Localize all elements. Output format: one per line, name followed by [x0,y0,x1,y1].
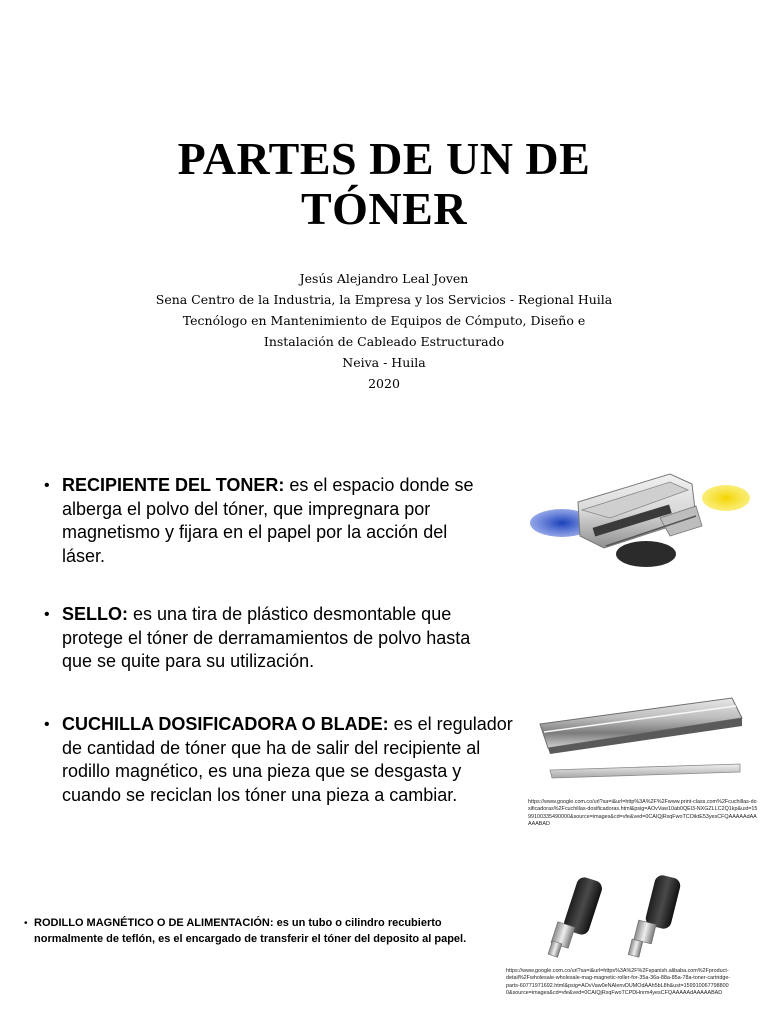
bullet-dot: • [44,477,50,494]
title-line-1: PARTES DE UN DE [177,133,591,184]
bullet-seal [44,603,502,674]
bullet-toner-container [44,474,482,568]
bullet-text: es un tubo o cilindro recubierto normalmente de teflón, es el encargado de transferir el tóner del deposito al papel. [34,917,467,945]
author-institution: Sena Centro de la Industria, la Empresa y los Servicios - Regional Huila [155,292,613,307]
author-name: Jesús Alejandro Leal Joven [299,271,469,286]
magnetic-roller-image [540,872,716,964]
bullet-dot: • [44,716,50,733]
yellow-toner-powder [702,485,750,511]
cartridge-body [578,474,702,548]
toner-cartridge-image [520,466,760,578]
black-toner-powder [616,541,676,567]
author-program-line-2: Instalación de Cableado Estructurado [263,334,505,349]
bullet-blade [44,713,522,807]
author-location: Neiva - Huila [342,355,426,370]
author-year: 2020 [368,376,400,391]
author-program-line-1: Tecnólogo en Mantenimiento de Equipos de Cómputo, Diseño e [182,313,586,328]
doctor-blade-image [536,688,758,788]
blade-main [540,698,742,754]
roller-left [548,875,604,957]
roller-image-source: https://www.google.com.co/url?sa=i&url=https%3A%2F%2Fspanish.alibaba.com%2Fproduct-detail%2Fwholesale-wholesale-mag-magnetic-roller-for-35a-36a-88a-85a-78a-toner-cartridge-parts-60771971692.html&psig=AOvVaw0eNAlenvDUMOdAAh5bL8h&ust=1599100677988000&source=images&cd=vfe&ved=0CAIQjRxqFwoTCPDHnrm4yesCFQAAAAAdAAAAABAD [506,968,731,996]
blade-strip [550,764,740,778]
title-line-2: TÓNER [300,183,468,234]
bullet-term: CUCHILLA DOSIFICADORA O BLADE: [62,714,389,734]
bullet-term: RODILLO MAGNÉTICO O DE ALIMENTACIÓN: [34,917,274,929]
bullet-text: es el regulador de cantidad de tóner que ha de salir del recipiente al rodillo magnético, es una pieza que se desgasta y cuando se reciclan los tóner una pieza a cambiar. [62,714,513,805]
bullet-text: es una tira de plástico desmontable que protege el tóner de derramamientos de polvo hasta que se quite para su utilización. [62,604,471,671]
blade-image-source: https://www.google.com.co/url?sa=i&url=http%3A%2F%2Fwww.print-class.com%2Fcuchillas-dosificadoras%2Fcuchillas-dosificadoras.html&psig=AOvVaw10ab0QEl3-NXGZLLC2Q1kp&ust=1599100335490000&source=images&cd=vfe&ved=0CAIQjRxqFwoTCOiktE53yesCFQAAAAAdAAAAABAD [528,799,758,827]
bullet-dot: • [44,606,50,623]
bullet-text: es el espacio donde se alberga el polvo del tóner, que impregnara por magnetismo y fijara en el papel por la acción del láser. [62,475,474,566]
bullet-term: RECIPIENTE DEL TONER: [62,475,285,495]
bullet-dot: • [24,918,28,929]
author-block [0,268,768,394]
bullet-magnetic-roller [24,916,474,947]
bullet-term: SELLO: [62,604,128,624]
roller-right [628,874,682,958]
slide-title [0,134,768,234]
